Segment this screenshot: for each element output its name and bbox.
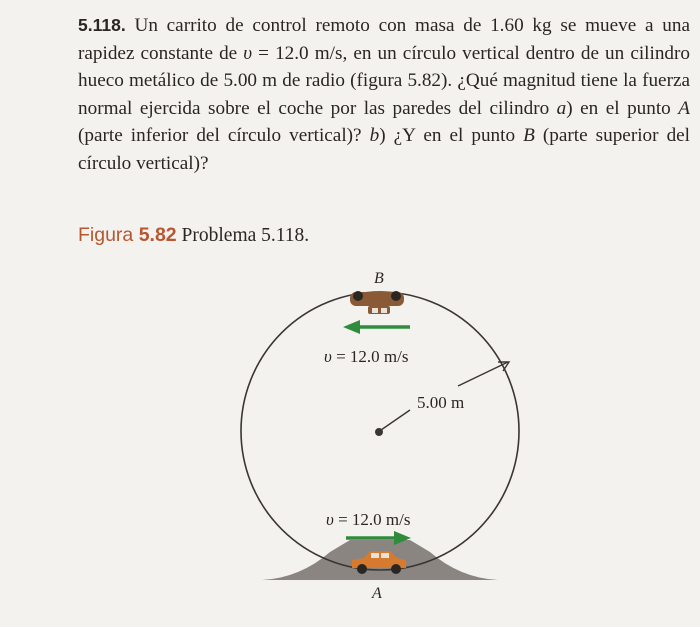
- problem-text-5: ) ¿Y en el punto: [379, 125, 524, 146]
- velocity-top-symbol: υ: [324, 347, 332, 366]
- point-a-label: A: [372, 585, 382, 602]
- velocity-symbol: υ: [243, 42, 253, 64]
- velocity-bottom-value: = 12.0 m/s: [333, 510, 411, 529]
- velocity-arrow-top-head: [343, 320, 360, 334]
- figure-number: 5.82: [138, 224, 177, 246]
- velocity-label-top: [324, 347, 408, 366]
- problem-text-1: Un carrito de control remoto con masa de 1.60 kg se mueve a una rapidez constante de: [78, 15, 690, 64]
- figure-word: Figura: [78, 224, 139, 246]
- point-b-label: B: [374, 270, 384, 287]
- velocity-bottom-symbol: υ: [326, 510, 334, 529]
- problem-text-3: ) en el punto: [566, 97, 679, 119]
- velocity-top-value: = 12.0 m/s: [331, 347, 409, 366]
- radius-label: 5.00 m: [417, 393, 465, 412]
- car-top-icon: [350, 291, 404, 314]
- velocity-label-bottom: [326, 510, 410, 529]
- problem-text-2: = 12.0 m/s, en un círculo vertical dentro de un cilindro hueco metálico de 5.00 m de radio (figura 5.82). ¿Qué magnitud tiene la fuerza normal ejercida sobre el coche por las paredes del cilindro: [78, 42, 690, 119]
- problem-text-6: (parte superior del círculo vertical)?: [78, 125, 691, 174]
- point-b-ref: B: [523, 125, 535, 146]
- part-b-label: b: [369, 125, 380, 146]
- point-a-ref: A: [678, 97, 690, 119]
- problem-text-4: (parte inferior del círculo vertical)?: [78, 125, 370, 146]
- part-a-label: a: [556, 97, 567, 119]
- radius-line: [381, 410, 410, 430]
- problem-reference: Problema 5.118.: [176, 225, 310, 246]
- radius-arrow: [458, 362, 508, 386]
- problem-number: 5.118.: [78, 15, 126, 35]
